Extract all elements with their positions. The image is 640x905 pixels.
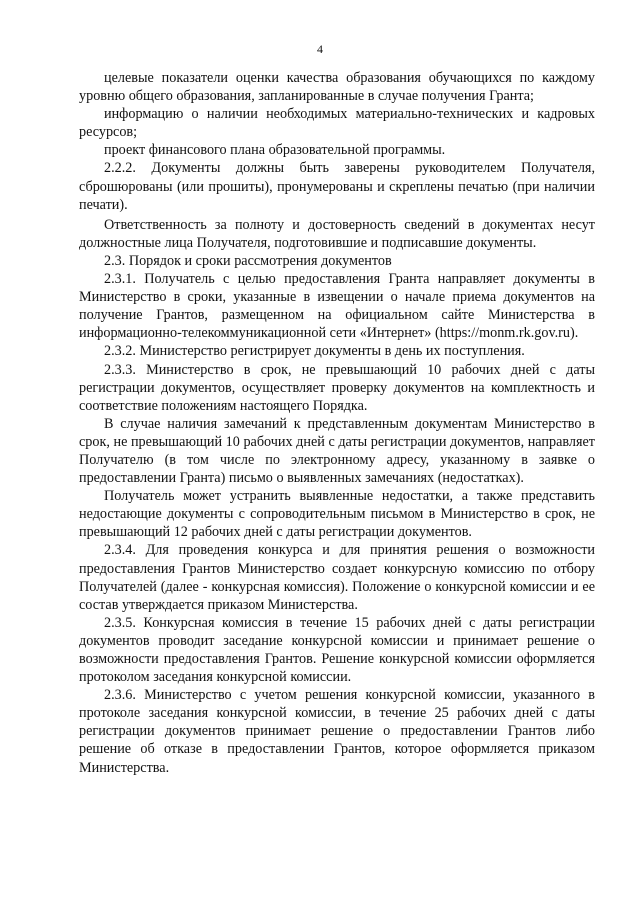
paragraph: 2.2.2. Документы должны быть заверены руководителем Получателя, сброшюрованы (или прошиты), пронумерованы и скреплены печатью (при наличии печати). <box>79 160 595 213</box>
paragraph: Получатель может устранить выявленные недостатки, а также представить недостающие документы с сопроводительным письмом в Министерство в срок, не превышающий 12 рабочих дней с даты регистрации документов. <box>79 488 595 541</box>
paragraph: информацию о наличии необходимых материально-технических и кадровых ресурсов; <box>79 106 595 141</box>
paragraph: В случае наличия замечаний к представленным документам Министерство в срок, не превышающий 10 рабочих дней с даты регистрации документов, направляет Получателю (в том числе по электронному адресу, указанному в заявке о предоставлении Гранта) письмо о выявленных замечаниях (недостатках). <box>79 415 595 487</box>
paragraph: 2.3.6. Министерство с учетом решения конкурсной комиссии, указанного в протоколе заседания конкурсной комиссии, в течение 25 рабочих дней с даты регистрации документов принимает решение о предоставлении Грантов либо решение об отказе в предоставлении Грантов, которое оформляется приказом Министерства. <box>79 687 595 776</box>
paragraph: целевые показатели оценки качества образования обучающихся по каждому уровню общего образования, запланированные в случае получения Гранта; <box>79 70 595 105</box>
paragraph: Ответственность за полноту и достоверность сведений в документах несут должностные лица Получателя, подготовившие и подписавшие документы. <box>79 216 595 251</box>
document-body <box>79 69 595 777</box>
paragraph: 2.3.3. Министерство в срок, не превышающий 10 рабочих дней с даты регистрации документов, осуществляет проверку документов на комплектность и соответствие положениям настоящего Порядка. <box>79 361 595 414</box>
paragraph: проект финансового плана образовательной программы. <box>104 142 446 159</box>
paragraph: 2.3.5. Конкурсная комиссия в течение 15 рабочих дней с даты регистрации документов проводит заседание конкурсной комиссии и принимает решение о возможности предоставления Грантов. Решение конкурсной комиссии оформляется протоколом заседания конкурсной комиссии. <box>79 614 595 686</box>
page-number: 4 <box>317 42 323 56</box>
paragraph: 2.3.2. Министерство регистрирует документы в день их поступления. <box>104 343 525 360</box>
paragraph: 2.3.4. Для проведения конкурса и для принятия решения о возможности предоставления Грантов Министерство создает конкурсную комиссию по отбору Получателей (далее - конкурсная комиссия). Положение о конкурсной комиссии и ее состав утверждается приказом Министерства. <box>79 542 595 613</box>
section-heading: 2.3. Порядок и сроки рассмотрения документов <box>104 252 392 269</box>
paragraph: 2.3.1. Получатель с целью предоставления Гранта направляет документы в Министерство в сроки, указанные в извещении о начале приема документов на получение Грантов, размещенном на официальном сайте Министерства в информационно-телекоммуникационной сети «Интернет» (https://monm.rk.gov.ru). <box>79 271 595 342</box>
